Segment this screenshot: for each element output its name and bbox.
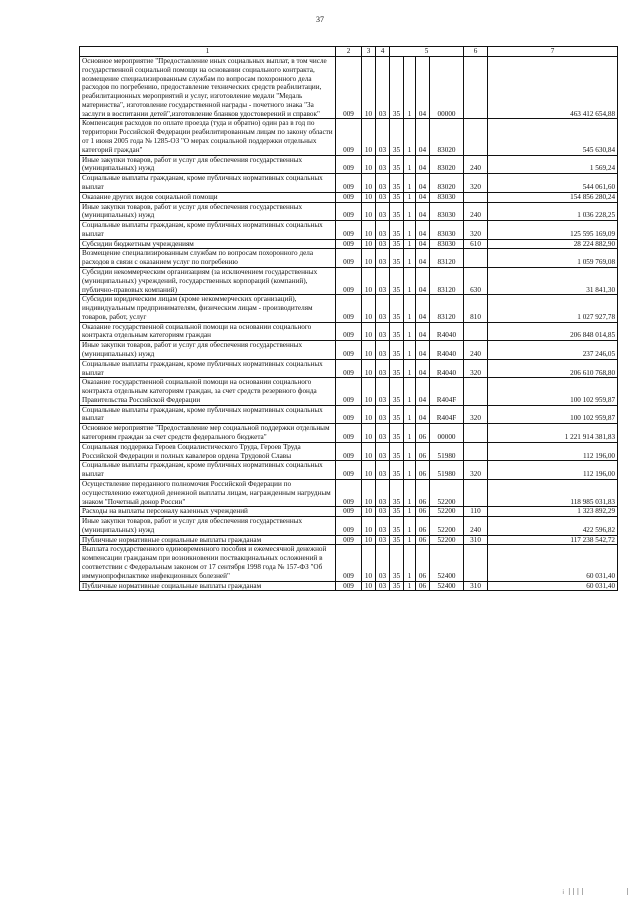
table-row: [80, 461, 618, 480]
row-amount-cell: 60 031,40: [488, 581, 618, 591]
row-target-code-cell: 00000: [430, 57, 464, 119]
row-target-code-cell: 83020: [430, 174, 464, 193]
table-row: [80, 192, 618, 202]
row-amount-cell: 1 569,24: [488, 155, 618, 174]
table-row: [80, 119, 618, 155]
row-target-code-cell: 35: [390, 322, 404, 341]
table-row: [80, 442, 618, 461]
row-code-cell: 009: [336, 249, 362, 268]
row-name-cell: Выплата государственного единовременного пособия и ежемесячной денежной компенсации гражданам при возникновении поствакцинальных осложнений в соответствии с Федеральным законом от 17 сентября 1998 года № 157-ФЗ "Об иммунопрофилактике инфекционных болезней": [80, 545, 336, 581]
row-target-code-cell: 35: [390, 405, 404, 424]
row-amount-cell: 60 031,40: [488, 545, 618, 581]
row-amount-cell: 154 856 280,24: [488, 192, 618, 202]
row-target-code-cell: 83020: [430, 119, 464, 155]
row-amount-cell: 237 246,05: [488, 341, 618, 360]
row-expense-type-cell: [464, 119, 488, 155]
row-target-code-cell: 35: [390, 192, 404, 202]
row-target-code-cell: 35: [390, 442, 404, 461]
row-expense-type-cell: [464, 545, 488, 581]
row-subsection-cell: 03: [376, 479, 390, 506]
row-target-code-cell: 83030: [430, 202, 464, 221]
row-target-code-cell: 1: [404, 202, 416, 221]
row-target-code-cell: 1: [404, 581, 416, 591]
row-expense-type-cell: [464, 192, 488, 202]
row-target-code-cell: 1: [404, 341, 416, 360]
row-target-code-cell: 06: [416, 545, 430, 581]
budget-table: [79, 46, 618, 591]
row-amount-cell: 544 061,60: [488, 174, 618, 193]
row-amount-cell: 1 221 914 381,83: [488, 424, 618, 443]
row-target-code-cell: 35: [390, 378, 404, 405]
row-name-cell: Социальные выплаты гражданам, кроме публичных нормативных социальных выплат: [80, 359, 336, 378]
row-target-code-cell: 35: [390, 461, 404, 480]
row-target-code-cell: 1: [404, 359, 416, 378]
row-name-cell: Социальные выплаты гражданам, кроме публичных нормативных социальных выплат: [80, 174, 336, 193]
row-target-code-cell: 04: [416, 119, 430, 155]
row-section-cell: 10: [362, 535, 376, 545]
row-target-code-cell: 35: [390, 249, 404, 268]
row-target-code-cell: 04: [416, 155, 430, 174]
row-target-code-cell: 04: [416, 267, 430, 294]
row-code-cell: 009: [336, 322, 362, 341]
row-subsection-cell: 03: [376, 507, 390, 517]
row-target-code-cell: 04: [416, 359, 430, 378]
row-code-cell: 009: [336, 221, 362, 240]
row-expense-type-cell: 240: [464, 155, 488, 174]
row-subsection-cell: 03: [376, 341, 390, 360]
row-code-cell: 009: [336, 119, 362, 155]
row-code-cell: 009: [336, 359, 362, 378]
row-name-cell: Компенсация расходов по оплате проезда (туда и обратно) один раз в год по территории Российской Федерации реабилитированным лицам по закону области от 1 июня 2005 года № 1285-ОЗ "О мерах социальной поддержки отдельных категорий граждан": [80, 119, 336, 155]
row-target-code-cell: 1: [404, 119, 416, 155]
row-name-cell: Возмещение специализированным службам по вопросам похоронного дела расходов в связи с оказанием услуг по погребению: [80, 249, 336, 268]
row-expense-type-cell: 320: [464, 221, 488, 240]
row-amount-cell: 206 848 014,85: [488, 322, 618, 341]
header-cell: 5: [390, 47, 464, 57]
row-target-code-cell: 35: [390, 119, 404, 155]
row-subsection-cell: 03: [376, 57, 390, 119]
row-target-code-cell: 1: [404, 545, 416, 581]
row-section-cell: 10: [362, 405, 376, 424]
row-code-cell: 009: [336, 239, 362, 249]
row-target-code-cell: 83030: [430, 239, 464, 249]
row-target-code-cell: 51980: [430, 442, 464, 461]
row-expense-type-cell: 320: [464, 461, 488, 480]
header-cell: 1: [80, 47, 336, 57]
row-target-code-cell: 04: [416, 239, 430, 249]
row-section-cell: 10: [362, 57, 376, 119]
row-name-cell: Оказание государственной социальной помощи на основании социального контракта отдельным категориям граждан: [80, 322, 336, 341]
table-row: [80, 535, 618, 545]
table-row: [80, 581, 618, 591]
row-target-code-cell: 35: [390, 545, 404, 581]
row-target-code-cell: 83120: [430, 295, 464, 322]
row-expense-type-cell: [464, 57, 488, 119]
row-subsection-cell: 03: [376, 119, 390, 155]
row-amount-cell: 100 102 959,87: [488, 378, 618, 405]
table-row: [80, 267, 618, 294]
row-name-cell: Социальная поддержка Героев Социалистического Труда, Героев Труда Российской Федерации и полных кавалеров ордена Трудовой Славы: [80, 442, 336, 461]
row-target-code-cell: 52400: [430, 545, 464, 581]
row-target-code-cell: 1: [404, 507, 416, 517]
row-section-cell: 10: [362, 155, 376, 174]
row-section-cell: 10: [362, 507, 376, 517]
row-target-code-cell: 06: [416, 442, 430, 461]
row-name-cell: Осуществление переданного полномочия Российской Федерации по осуществлению ежегодной денежной выплаты лицам, награжденным нагрудным знаком "Почетный донор России": [80, 479, 336, 506]
row-code-cell: 009: [336, 545, 362, 581]
row-expense-type-cell: 110: [464, 507, 488, 517]
row-target-code-cell: 04: [416, 174, 430, 193]
row-code-cell: 009: [336, 581, 362, 591]
row-target-code-cell: 06: [416, 424, 430, 443]
row-amount-cell: 31 841,30: [488, 267, 618, 294]
row-target-code-cell: 52400: [430, 581, 464, 591]
row-subsection-cell: 03: [376, 295, 390, 322]
row-target-code-cell: 1: [404, 424, 416, 443]
row-expense-type-cell: 240: [464, 341, 488, 360]
table-row: [80, 221, 618, 240]
row-target-code-cell: 04: [416, 322, 430, 341]
row-code-cell: 009: [336, 461, 362, 480]
row-section-cell: 10: [362, 581, 376, 591]
row-subsection-cell: 03: [376, 581, 390, 591]
row-target-code-cell: 1: [404, 322, 416, 341]
row-name-cell: Социальные выплаты гражданам, кроме публичных нормативных социальных выплат: [80, 461, 336, 480]
row-expense-type-cell: [464, 249, 488, 268]
row-code-cell: 009: [336, 405, 362, 424]
row-subsection-cell: 03: [376, 249, 390, 268]
row-expense-type-cell: [464, 424, 488, 443]
row-subsection-cell: 03: [376, 545, 390, 581]
row-expense-type-cell: [464, 442, 488, 461]
row-code-cell: 009: [336, 517, 362, 536]
row-subsection-cell: 03: [376, 359, 390, 378]
row-amount-cell: 463 412 654,88: [488, 57, 618, 119]
row-target-code-cell: 06: [416, 461, 430, 480]
row-expense-type-cell: 320: [464, 405, 488, 424]
header-cell: 7: [488, 47, 618, 57]
row-section-cell: 10: [362, 267, 376, 294]
row-target-code-cell: 04: [416, 192, 430, 202]
row-subsection-cell: 03: [376, 192, 390, 202]
row-target-code-cell: 35: [390, 424, 404, 443]
table-row: [80, 202, 618, 221]
row-section-cell: 10: [362, 424, 376, 443]
row-target-code-cell: 1: [404, 405, 416, 424]
row-target-code-cell: 1: [404, 378, 416, 405]
row-amount-cell: 100 102 959,87: [488, 405, 618, 424]
row-target-code-cell: 04: [416, 202, 430, 221]
row-name-cell: Иные закупки товаров, работ и услуг для обеспечения государственных (муниципальных) нужд: [80, 202, 336, 221]
row-target-code-cell: 06: [416, 479, 430, 506]
row-amount-cell: 545 630,84: [488, 119, 618, 155]
row-section-cell: 10: [362, 202, 376, 221]
row-subsection-cell: 03: [376, 442, 390, 461]
row-amount-cell: 1 059 769,08: [488, 249, 618, 268]
row-name-cell: Субсидии некоммерческим организациям (за исключением государственных (муниципальных) учреждений, государственных корпораций (компаний), публично-правовых компаний): [80, 267, 336, 294]
row-target-code-cell: R4040: [430, 359, 464, 378]
row-target-code-cell: R404F: [430, 378, 464, 405]
row-target-code-cell: 1: [404, 479, 416, 506]
table-row: [80, 322, 618, 341]
row-expense-type-cell: 810: [464, 295, 488, 322]
table-row: [80, 517, 618, 536]
row-target-code-cell: 52200: [430, 507, 464, 517]
table-row: [80, 479, 618, 506]
row-expense-type-cell: 320: [464, 359, 488, 378]
row-target-code-cell: 06: [416, 517, 430, 536]
table-row: [80, 295, 618, 322]
row-section-cell: 10: [362, 295, 376, 322]
row-target-code-cell: 1: [404, 221, 416, 240]
row-code-cell: 009: [336, 192, 362, 202]
row-expense-type-cell: 310: [464, 581, 488, 591]
row-amount-cell: 125 595 169,09: [488, 221, 618, 240]
row-target-code-cell: 1: [404, 267, 416, 294]
row-section-cell: 10: [362, 341, 376, 360]
row-code-cell: 009: [336, 442, 362, 461]
row-subsection-cell: 03: [376, 267, 390, 294]
row-target-code-cell: 51980: [430, 461, 464, 480]
row-amount-cell: 112 196,00: [488, 442, 618, 461]
row-name-cell: Основное мероприятие "Предоставление мер социальной поддержки отдельным категориям граждан за счет средств федерального бюджета": [80, 424, 336, 443]
row-subsection-cell: 03: [376, 202, 390, 221]
row-name-cell: Публичные нормативные социальные выплаты гражданам: [80, 581, 336, 591]
row-target-code-cell: 06: [416, 507, 430, 517]
row-code-cell: 009: [336, 57, 362, 119]
table-row: [80, 359, 618, 378]
row-name-cell: Социальные выплаты гражданам, кроме публичных нормативных социальных выплат: [80, 405, 336, 424]
row-section-cell: 10: [362, 517, 376, 536]
row-target-code-cell: 52200: [430, 479, 464, 506]
row-code-cell: 009: [336, 174, 362, 193]
row-target-code-cell: 35: [390, 341, 404, 360]
row-target-code-cell: 1: [404, 517, 416, 536]
row-subsection-cell: 03: [376, 461, 390, 480]
table-row: [80, 424, 618, 443]
header-cell: 4: [376, 47, 390, 57]
row-code-cell: 009: [336, 424, 362, 443]
row-target-code-cell: 1: [404, 155, 416, 174]
row-target-code-cell: 35: [390, 535, 404, 545]
row-subsection-cell: 03: [376, 405, 390, 424]
table-row: [80, 239, 618, 249]
row-section-cell: 10: [362, 119, 376, 155]
row-section-cell: 10: [362, 442, 376, 461]
row-target-code-cell: 04: [416, 295, 430, 322]
row-target-code-cell: 1: [404, 192, 416, 202]
row-section-cell: 10: [362, 479, 376, 506]
row-target-code-cell: 1: [404, 535, 416, 545]
row-name-cell: Иные закупки товаров, работ и услуг для обеспечения государственных (муниципальных) нужд: [80, 341, 336, 360]
row-expense-type-cell: 610: [464, 239, 488, 249]
row-target-code-cell: 83020: [430, 155, 464, 174]
row-target-code-cell: 35: [390, 359, 404, 378]
row-section-cell: 10: [362, 545, 376, 581]
row-code-cell: 009: [336, 295, 362, 322]
row-amount-cell: 422 596,82: [488, 517, 618, 536]
row-amount-cell: 112 196,00: [488, 461, 618, 480]
row-target-code-cell: 83030: [430, 192, 464, 202]
row-code-cell: 009: [336, 341, 362, 360]
table-row: [80, 405, 618, 424]
row-expense-type-cell: 240: [464, 202, 488, 221]
row-name-cell: Иные закупки товаров, работ и услуг для обеспечения государственных (муниципальных) нужд: [80, 517, 336, 536]
row-target-code-cell: 35: [390, 155, 404, 174]
row-name-cell: Субсидии бюджетным учреждениям: [80, 239, 336, 249]
table-header-row: [80, 47, 618, 57]
table-row: [80, 174, 618, 193]
row-target-code-cell: 00000: [430, 424, 464, 443]
row-target-code-cell: 1: [404, 174, 416, 193]
row-target-code-cell: 35: [390, 517, 404, 536]
row-target-code-cell: 83120: [430, 249, 464, 268]
row-section-cell: 10: [362, 322, 376, 341]
table-row: [80, 378, 618, 405]
row-section-cell: 10: [362, 221, 376, 240]
table-row: [80, 57, 618, 119]
row-target-code-cell: 83030: [430, 221, 464, 240]
row-code-cell: 009: [336, 378, 362, 405]
row-name-cell: Социальные выплаты гражданам, кроме публичных нормативных социальных выплат: [80, 221, 336, 240]
row-target-code-cell: 35: [390, 295, 404, 322]
row-name-cell: Оказание государственной социальной помощи на основании социального контракта отдельным категориям граждан, за счет средств резервного фонда Правительства Российской Федерации: [80, 378, 336, 405]
footer-scan-mark: ׀: [625, 890, 630, 896]
row-target-code-cell: 52200: [430, 535, 464, 545]
row-target-code-cell: 04: [416, 57, 430, 119]
row-subsection-cell: 03: [376, 155, 390, 174]
row-target-code-cell: 35: [390, 239, 404, 249]
page-number: 37: [316, 15, 324, 24]
row-code-cell: 009: [336, 202, 362, 221]
row-target-code-cell: 04: [416, 405, 430, 424]
row-target-code-cell: 04: [416, 341, 430, 360]
row-code-cell: 009: [336, 267, 362, 294]
row-amount-cell: 28 224 882,90: [488, 239, 618, 249]
header-cell: 3: [362, 47, 376, 57]
row-section-cell: 10: [362, 249, 376, 268]
header-cell: 2: [336, 47, 362, 57]
row-target-code-cell: 35: [390, 507, 404, 517]
row-section-cell: 10: [362, 461, 376, 480]
row-subsection-cell: 03: [376, 221, 390, 240]
row-code-cell: 009: [336, 535, 362, 545]
row-amount-cell: 1 323 892,29: [488, 507, 618, 517]
row-target-code-cell: R404F: [430, 405, 464, 424]
table-row: [80, 507, 618, 517]
row-subsection-cell: 03: [376, 517, 390, 536]
row-target-code-cell: 06: [416, 581, 430, 591]
row-name-cell: Иные закупки товаров, работ и услуг для обеспечения государственных (муниципальных) нужд: [80, 155, 336, 174]
row-section-cell: 10: [362, 359, 376, 378]
row-target-code-cell: 35: [390, 202, 404, 221]
row-target-code-cell: 83120: [430, 267, 464, 294]
row-expense-type-cell: [464, 378, 488, 405]
row-amount-cell: 206 610 768,80: [488, 359, 618, 378]
row-section-cell: 10: [362, 239, 376, 249]
row-target-code-cell: 35: [390, 267, 404, 294]
row-target-code-cell: 35: [390, 581, 404, 591]
row-name-cell: Расходы на выплаты персоналу казенных учреждений: [80, 507, 336, 517]
row-subsection-cell: 03: [376, 424, 390, 443]
table-row: [80, 545, 618, 581]
row-subsection-cell: 03: [376, 535, 390, 545]
row-amount-cell: 1 036 228,25: [488, 202, 618, 221]
row-section-cell: 10: [362, 192, 376, 202]
table-row: [80, 341, 618, 360]
row-section-cell: 10: [362, 174, 376, 193]
row-name-cell: Публичные нормативные социальные выплаты гражданам: [80, 535, 336, 545]
row-target-code-cell: 06: [416, 535, 430, 545]
row-target-code-cell: 1: [404, 442, 416, 461]
row-target-code-cell: 1: [404, 57, 416, 119]
row-expense-type-cell: [464, 322, 488, 341]
row-target-code-cell: 35: [390, 174, 404, 193]
row-target-code-cell: 04: [416, 378, 430, 405]
row-target-code-cell: R4040: [430, 341, 464, 360]
row-target-code-cell: 52200: [430, 517, 464, 536]
row-expense-type-cell: 630: [464, 267, 488, 294]
row-target-code-cell: 1: [404, 239, 416, 249]
row-expense-type-cell: 310: [464, 535, 488, 545]
row-amount-cell: 1 027 927,78: [488, 295, 618, 322]
row-target-code-cell: 35: [390, 221, 404, 240]
row-section-cell: 10: [362, 378, 376, 405]
row-subsection-cell: 03: [376, 239, 390, 249]
row-expense-type-cell: 320: [464, 174, 488, 193]
row-target-code-cell: R4040: [430, 322, 464, 341]
row-name-cell: Субсидии юридическим лицам (кроме некоммерческих организаций), индивидуальным предпринимателям, физическим лицам - производителям товаров, работ, услуг: [80, 295, 336, 322]
row-target-code-cell: 35: [390, 479, 404, 506]
row-subsection-cell: 03: [376, 174, 390, 193]
row-code-cell: 009: [336, 507, 362, 517]
row-name-cell: Основное мероприятие "Предоставление иных социальных выплат, в том числе государственной социальной помощи на основании социального контракта, возмещение специализированным службам по вопросам похоронного дела расходов по погребению, предоставление технических средств реабилитации, реабилитационных мероприятий и услуг, изготовление медали "Медаль материнства", изготовление государственной награды - почетного знака "За заслуги в воспитании детей",изготовление бланков удостоверений и справок": [80, 57, 336, 119]
row-code-cell: 009: [336, 479, 362, 506]
row-target-code-cell: 35: [390, 57, 404, 119]
row-amount-cell: 117 238 542,72: [488, 535, 618, 545]
row-name-cell: Оказание других видов социальной помощи: [80, 192, 336, 202]
row-amount-cell: 118 985 031,83: [488, 479, 618, 506]
row-target-code-cell: 1: [404, 461, 416, 480]
header-cell: 6: [464, 47, 488, 57]
row-target-code-cell: 1: [404, 249, 416, 268]
row-subsection-cell: 03: [376, 322, 390, 341]
row-target-code-cell: 1: [404, 295, 416, 322]
row-subsection-cell: 03: [376, 378, 390, 405]
row-target-code-cell: 04: [416, 221, 430, 240]
footer-scan-mark: ⁞ ׀׀׀׀: [562, 890, 585, 896]
table-row: [80, 249, 618, 268]
row-code-cell: 009: [336, 155, 362, 174]
row-expense-type-cell: 240: [464, 517, 488, 536]
row-target-code-cell: 04: [416, 249, 430, 268]
table-row: [80, 155, 618, 174]
row-expense-type-cell: [464, 479, 488, 506]
